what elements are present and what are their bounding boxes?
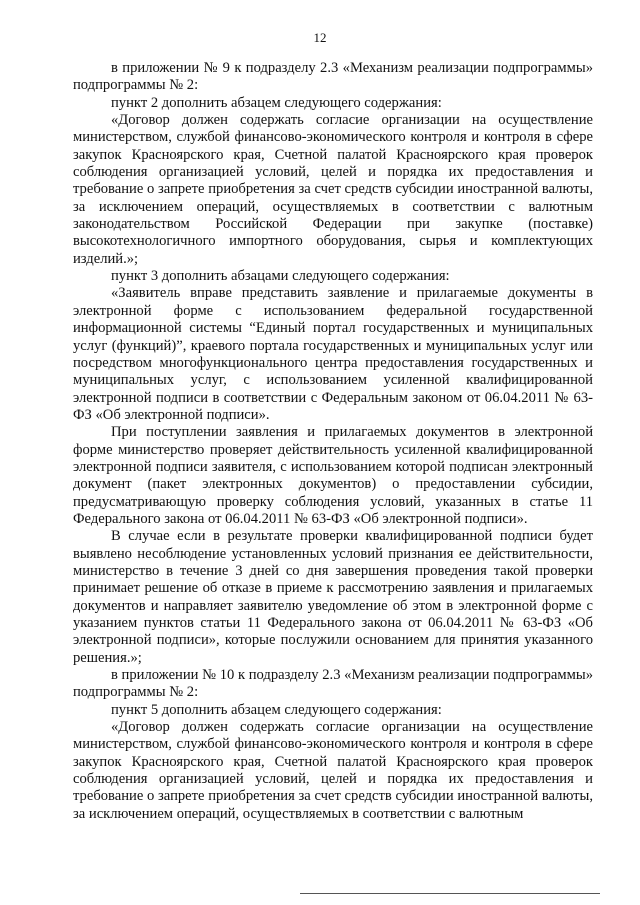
paragraph-appendix-10: в приложении № 10 к подразделу 2.3 «Механизм реализации подпрограммы» подпрограммы № 2: — [73, 667, 593, 701]
paragraph-point-2-intro: пункт 2 дополнить абзацем следующего содержания: — [111, 94, 442, 111]
paragraph-appendix-9: в приложении № 9 к подразделу 2.3 «Механизм реализации подпрограммы» подпрограммы № 2: — [73, 60, 593, 94]
paragraph-signature-check: При поступлении заявления и прилагаемых документов в электронной форме министерство проверяет действительность усиленной квалифицированной электронной подписи заявителя, с использованием которой подписан электронный документ (пакет электронных документов) о предоставлении субсидии, предусматривающую проверку соблюдения условий, указанных в статье 11 Федерального закона от 06.04.2011 № 63-ФЗ «Об электронной подписи». — [73, 424, 593, 527]
document-body — [73, 60, 593, 823]
paragraph-refusal-decision: В случае если в результате проверки квалифицированной подписи будет выявлено несоблюдение установленных условий признания ее действительности, министерство в течение 3 дней со дня завершения проведения такой проверки принимает решение об отказе в приеме к рассмотрению заявления и прилагаемых документов и направляет заявителю уведомление об этом в электронной форме с указанием пунктов статьи 11 Федерального закона от 06.04.2011 № 63-ФЗ «Об электронной подписи», которые послужили основанием для принятия указанного решения.»; — [73, 528, 593, 666]
paragraph-contract-consent-2: «Договор должен содержать согласие организации на осуществление министерством, службой финансово-экономического контроля и контроля в сфере закупок Красноярского края, Счетной палатой Красноярского края проверок соблюдения организацией условий, целей и порядка их предоставления и требование о запрете приобретения за счет средств субсидии иностранной валюты, за исключением операций, осуществляемых в соответствии с валютным — [73, 719, 593, 822]
footer-rule — [300, 893, 600, 894]
paragraph-point-5-intro: пункт 5 дополнить абзацем следующего содержания: — [111, 701, 442, 718]
paragraph-contract-consent-1: «Договор должен содержать согласие организации на осуществление министерством, службой финансово-экономического контроля и контроля в сфере закупок Красноярского края, Счетной палатой Красноярского края проверок соблюдения организацией условий, целей и порядка их предоставления и требование о запрете приобретения за счет средств субсидии иностранной валюты, за исключением операций, осуществляемых в соответствии с валютным законодательством Российской Федерации при закупке (поставке) высокотехнологичного импортного оборудования, сырья и комплектующих изделий.»; — [73, 112, 593, 267]
page-number: 12 — [313, 30, 327, 45]
paragraph-electronic-submission: «Заявитель вправе представить заявление и прилагаемые документы в электронной форме с использованием федеральной государственной информационной системы “Единый портал государственных и муниципальных услуг (функций)”, краевого портала государственных и муниципальных услуг или посредством многофункционального центра предоставления государственных и муниципальных услуг, с использованием усиленной квалифицированной электронной подписи в соответствии с Федеральным законом от 06.04.2011 № 63-ФЗ «Об электронной подписи». — [73, 285, 593, 423]
paragraph-point-3-intro: пункт 3 дополнить абзацами следующего содержания: — [111, 268, 450, 285]
